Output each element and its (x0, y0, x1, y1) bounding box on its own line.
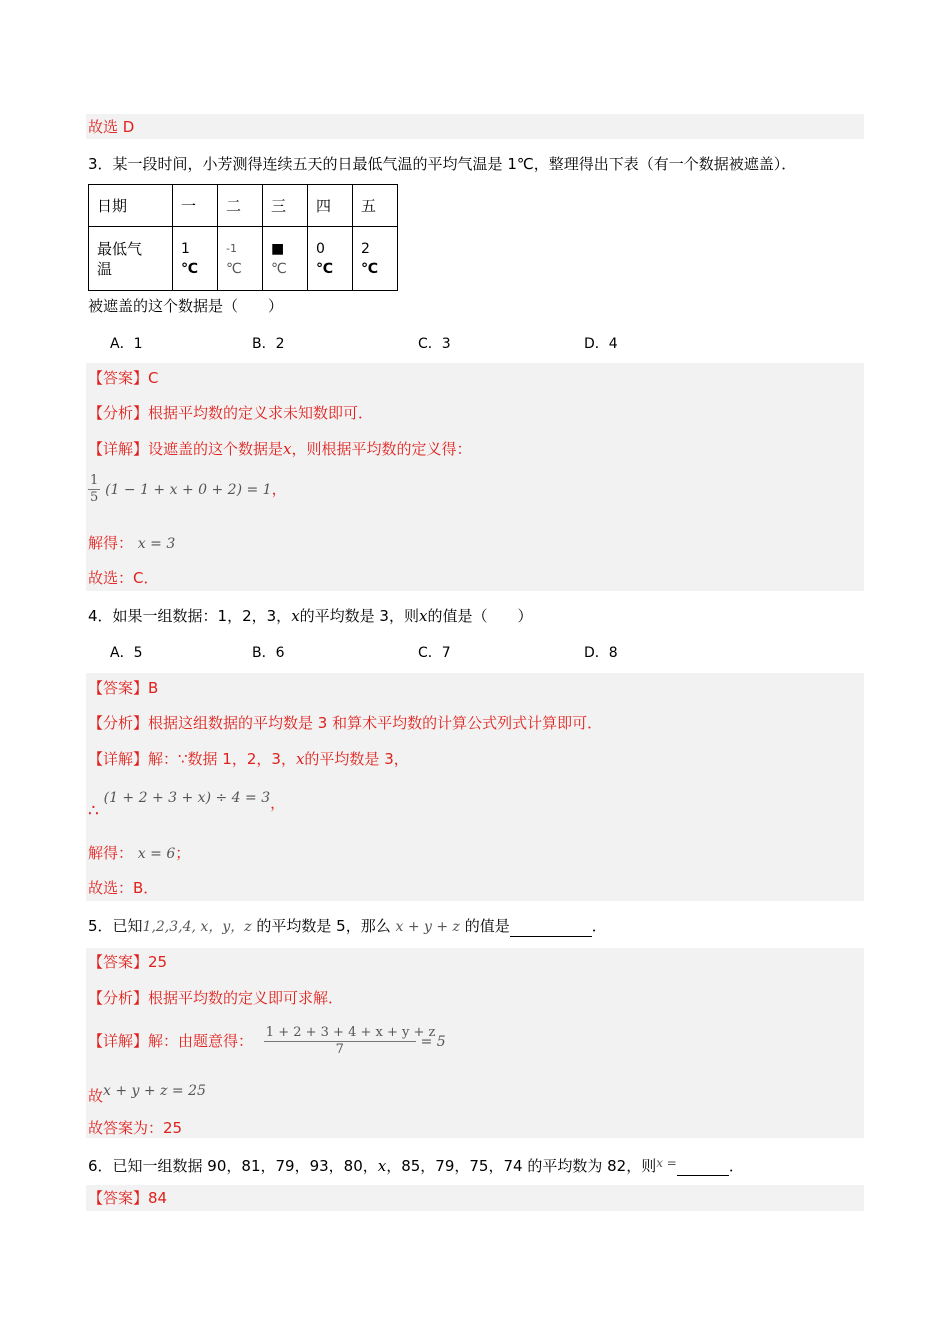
q4-option-d: D．8 (584, 645, 618, 661)
cell-unit: ℃ (226, 260, 242, 277)
table-header-day3: 三 (263, 185, 308, 227)
formula-tail: ， (270, 794, 286, 812)
q5-final: 故答案为：25 (88, 1119, 183, 1137)
table-header-day2: 二 (218, 185, 263, 227)
q4-option-c: C．7 (418, 645, 451, 661)
q4-detail (88, 749, 409, 769)
stem-pre: 5．已知 (88, 917, 143, 935)
q5-solution-box (86, 948, 864, 1138)
q3-option-d: D．4 (584, 336, 618, 352)
q4-analysis: 【分析】根据这组数据的平均数是 3 和算术平均数的计算公式列式计算即可． (88, 714, 603, 732)
cell-unit: ℃ (316, 260, 333, 277)
stem-pre: 6．已知一组数据 90，81，79，93，80， (88, 1157, 378, 1175)
formula-tail: ， (271, 480, 287, 498)
table-row-label (89, 227, 173, 291)
q4-option-a: A．5 (110, 645, 143, 661)
prev-choice: 故选 D (88, 118, 135, 136)
q3-option-b: B．2 (252, 336, 285, 352)
q4-choice: 故选：B． (88, 879, 159, 897)
cell-value: -1 (226, 241, 237, 255)
answer-blank (677, 1159, 729, 1176)
cell-value: 0 (316, 240, 325, 257)
stem-post: 的值是 (464, 917, 510, 935)
stem-var2: x (418, 607, 428, 625)
cell-value: 1 (181, 240, 190, 257)
table-cell-day1 (173, 227, 218, 291)
solve-expr: x = 3 (137, 536, 176, 552)
solve-tail: ； (175, 844, 191, 862)
q5-analysis: 【分析】根据平均数的定义即可求解． (88, 989, 344, 1007)
detail-var: x (295, 750, 305, 768)
q3-formula (88, 471, 287, 508)
fraction-mean (264, 1025, 436, 1058)
q6-stem (88, 1153, 744, 1176)
q4-formula (88, 783, 285, 826)
q4-stem (88, 606, 532, 626)
q6-solution-box (86, 1185, 864, 1211)
result-pre: 故 (88, 1087, 104, 1105)
q4-solve (88, 843, 190, 864)
cell-unit: ℃ (361, 260, 378, 277)
q3-stem: 3．某一段时间，小芳测得连续五天的日最低气温的平均气温是 1℃，整理得出下表（有一个数据被遮盖）． (88, 155, 797, 173)
detail-label: 【详解】设遮盖的这个数据是 (88, 440, 284, 458)
row-label-line2: 温 (97, 259, 113, 278)
q3-choice: 故选：C． (88, 569, 159, 587)
stem-end: ． (591, 917, 607, 935)
q3-detail (88, 439, 472, 459)
stem-expr: x + y + z (395, 919, 460, 935)
solve-label: 解得： (88, 844, 134, 862)
q3-solution-box (86, 363, 864, 591)
table-cell-day5 (353, 227, 398, 291)
stem-expr: x = (656, 1156, 677, 1170)
q3-analysis: 【分析】根据平均数的定义求未知数即可． (88, 404, 374, 422)
q3-temperature-table (88, 184, 398, 291)
therefore-symbol: ∴ (88, 801, 99, 821)
prev-solution-box (86, 114, 864, 139)
q3-solve (88, 533, 175, 554)
stem-post: ，85，79，75，74 的平均数为 82，则 (386, 1157, 657, 1175)
frac-den: 5 (90, 490, 99, 505)
q3-option-a: A．1 (110, 336, 143, 352)
table-header-day4: 四 (308, 185, 353, 227)
stem-end: ． (728, 1157, 744, 1175)
answer-blank (510, 920, 592, 937)
row-label-line1: 最低气 (97, 239, 143, 258)
frac-num: 1 + 2 + 3 + 4 + x + y + z (265, 1025, 436, 1040)
q6-answer: 【答案】84 (88, 1189, 168, 1207)
cell-value: 2 (361, 240, 370, 257)
stem-post: 的值是（ ） (427, 607, 533, 625)
q3-answer: 【答案】C (88, 369, 159, 387)
table-header-date: 日期 (89, 185, 173, 227)
table-header-day1: 一 (173, 185, 218, 227)
detail-pre: 【详解】解：∵数据 1，2，3， (88, 750, 296, 768)
q3-option-c: C．3 (418, 336, 451, 352)
stem-mid: 的平均数是 5，那么 (256, 917, 391, 935)
q5-result (88, 1080, 206, 1106)
result-expr: x + y + z = 25 (103, 1083, 206, 1099)
detail-var: x (283, 440, 292, 458)
stem-mid: 的平均数是 3，则 (299, 607, 419, 625)
solve-label: 解得： (88, 534, 134, 552)
q5-detail (88, 1018, 446, 1065)
q5-answer: 【答案】25 (88, 953, 168, 971)
table-cell-day2 (218, 227, 263, 291)
fraction-one-fifth (88, 473, 100, 506)
frac-den: 7 (335, 1042, 344, 1057)
stem-pre: 4．如果一组数据：1，2，3， (88, 607, 292, 625)
stem-var: x (291, 607, 300, 625)
q4-option-b: B．6 (252, 645, 285, 661)
detail-post: 的平均数是 3， (304, 750, 409, 768)
detail-pre: 【详解】解：由题意得： (88, 1032, 254, 1050)
q3-question: 被遮盖的这个数据是（ ） (88, 297, 284, 315)
q4-answer: 【答案】B (88, 679, 159, 697)
table-cell-day4 (308, 227, 353, 291)
table-cell-day3 (263, 227, 308, 291)
q4-solution-box (86, 673, 864, 901)
frac-rhs: = 5 (420, 1034, 446, 1050)
frac-num: 1 (90, 473, 99, 488)
stem-list: 1,2,3,4, x，y，z (142, 919, 252, 935)
detail-rest: ，则根据平均数的定义得： (291, 440, 472, 458)
formula-expr: (1 + 2 + 3 + x) ÷ 4 = 3 (103, 790, 271, 806)
stem-var: x (377, 1157, 387, 1175)
cell-value-covered: ■ (271, 240, 285, 257)
formula-expr: (1 − 1 + x + 0 + 2) = 1 (105, 482, 272, 498)
solve-expr: x = 6 (137, 846, 176, 862)
cell-unit: ℃ (271, 260, 287, 277)
cell-unit: ℃ (181, 260, 198, 277)
table-header-day5: 五 (353, 185, 398, 227)
q5-stem (88, 916, 607, 937)
